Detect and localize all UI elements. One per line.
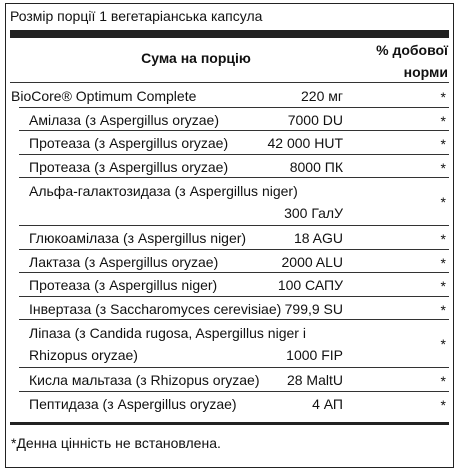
daily-value-mark: *: [440, 89, 446, 105]
nutrient-name: BioCore® Optimum Complete: [11, 88, 197, 104]
nutrient-name: Кисла мальтаза (з Rhizopus oryzae): [29, 372, 260, 388]
daily-value-mark: *: [440, 336, 446, 352]
daily-value-mark: *: [440, 373, 446, 389]
nutrient-name: Лактаза (з Aspergillus oryzae): [29, 254, 219, 270]
nutrient-amount: 42 000 HUT: [267, 135, 343, 151]
nutrient-name: Протеаза (з Aspergillus niger): [29, 277, 218, 293]
nutrient-amount: 28 MaltU: [286, 372, 343, 388]
nutrient-amount: 799,9 SU: [284, 301, 343, 317]
daily-value-mark: *: [440, 136, 446, 152]
row-divider: [19, 367, 449, 368]
row-divider: [19, 107, 449, 108]
daily-value-header-line1: % добової: [376, 42, 448, 58]
footer-divider: [10, 422, 449, 425]
nutrient-name-line1: Ліпаза (з Candida rugosa, Aspergillus niger і: [29, 325, 306, 341]
nutrient-amount: 8000 ПК: [289, 159, 343, 175]
row-divider: [19, 154, 449, 155]
daily-value-mark: *: [440, 302, 446, 318]
nutrient-name: Пептидаза (з Aspergillus oryzae): [29, 396, 237, 412]
daily-value-mark: *: [440, 113, 446, 129]
nutrient-name: Інвертаза (з Saccharomyces cerevisiae): [29, 301, 282, 317]
row-divider: [10, 82, 449, 83]
daily-value-mark: *: [440, 255, 446, 271]
row-divider: [19, 249, 449, 250]
nutrient-amount: 18 AGU: [293, 230, 343, 246]
row-divider: [19, 177, 449, 178]
footnote: *Денна цінність не встановлена.: [11, 435, 221, 451]
nutrient-name: Глюкоамілаза (з Aspergillus niger): [29, 230, 247, 246]
nutrient-amount: 1000 FIP: [286, 347, 343, 363]
nutrient-amount: 220 мг: [301, 88, 343, 104]
nutrient-amount: 4 АП: [312, 396, 343, 412]
daily-value-mark: *: [440, 194, 446, 210]
row-divider: [19, 319, 449, 320]
nutrient-amount: 300 ГалУ: [284, 205, 343, 221]
row-divider: [19, 225, 449, 226]
supplement-facts-panel: [5, 3, 454, 468]
daily-value-mark: *: [440, 278, 446, 294]
daily-value-mark: *: [440, 160, 446, 176]
nutrient-name: Амілаза (з Aspergillus oryzae): [29, 112, 219, 128]
nutrient-name: Протеаза (з Aspergillus oryzae): [29, 159, 229, 175]
daily-value-mark: *: [440, 397, 446, 413]
daily-value-mark: *: [440, 231, 446, 247]
row-divider: [19, 272, 449, 273]
daily-value-header-line2: норми: [403, 64, 448, 80]
nutrient-name-line2: Rhizopus oryzae): [29, 347, 138, 363]
row-divider: [19, 391, 449, 392]
nutrient-amount: 2000 ALU: [281, 254, 343, 270]
nutrient-amount: 7000 DU: [287, 112, 343, 128]
nutrient-amount: 100 САПУ: [277, 277, 343, 293]
row-divider: [19, 296, 449, 297]
row-divider: [19, 130, 449, 131]
serving-size: Розмір порції 1 вегетаріанська капсула: [10, 8, 263, 24]
thick-divider: [10, 30, 449, 38]
nutrient-name: Альфа-галактозидаза (з Aspergillus niger): [29, 183, 298, 199]
nutrient-name: Протеаза (з Aspergillus oryzae): [29, 135, 229, 151]
daily-value-header: [376, 39, 448, 83]
amount-per-serving-header: Сума на порцію: [141, 50, 251, 66]
